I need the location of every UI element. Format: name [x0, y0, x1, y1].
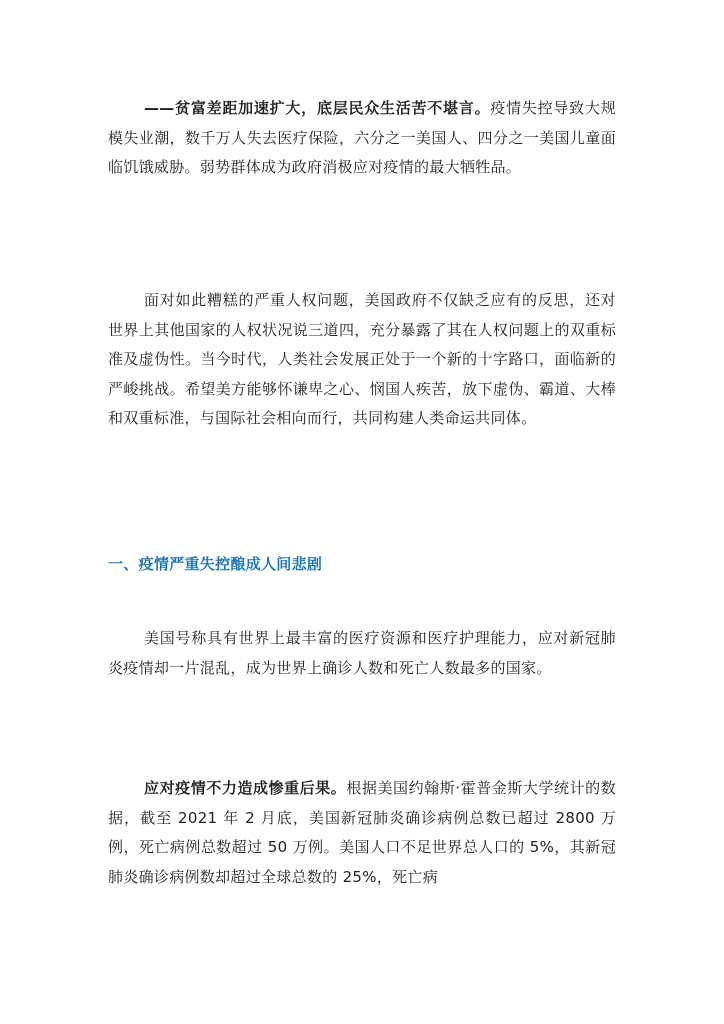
paragraph-consequences: [108, 774, 616, 892]
paragraph-lead-bold: ——贫富差距加速扩大，底层民众生活苦不堪言。: [144, 99, 491, 117]
paragraph-body: 疫情失控导致大规模失业潮，数千万人失去医疗保险，六分之一美国人、四分之一美国儿童面临饥饿威胁。弱势群体成为政府消极应对疫情的最大牺牲品。: [108, 99, 616, 176]
paragraph-lead-bold: 应对疫情不力造成惨重后果。: [144, 779, 347, 797]
paragraph-body: 美国号称具有世界上最丰富的医疗资源和医疗护理能力，应对新冠肺炎疫情却一片混乱，成为世界上确诊人数和死亡人数最多的国家。: [108, 629, 616, 677]
section-heading: 一、疫情严重失控酿成人间悲剧: [108, 555, 323, 573]
paragraph-body: 面对如此糟糕的严重人权问题，美国政府不仅缺乏应有的反思，还对世界上其他国家的人权状况说三道四，充分暴露了其在人权问题上的双重标准及虚伪性。当今时代，人类社会发展正处于一个新的十字路口，面临新的严峻挑战。希望美方能够怀谦卑之心、悯国人疾苦，放下虚伪、霸道、大棒和双重标准，与国际社会相向而行，共同构建人类命运共同体。: [108, 291, 616, 427]
paragraph-medical-resources: [108, 624, 616, 683]
paragraph-wealth-gap: [108, 94, 616, 183]
paragraph-body: 根据美国约翰斯·霍普金斯大学统计的数据，截至 2021 年 2 月底，美国新冠肺炎确诊病例总数已超过 2800 万例，死亡病例总数超过 50 万例。美国人口不足世界总人口的 5%，其新冠肺炎确诊病例数却超过全球总数的 25%，死亡病: [108, 779, 617, 886]
paragraph-double-standards: [108, 286, 616, 434]
